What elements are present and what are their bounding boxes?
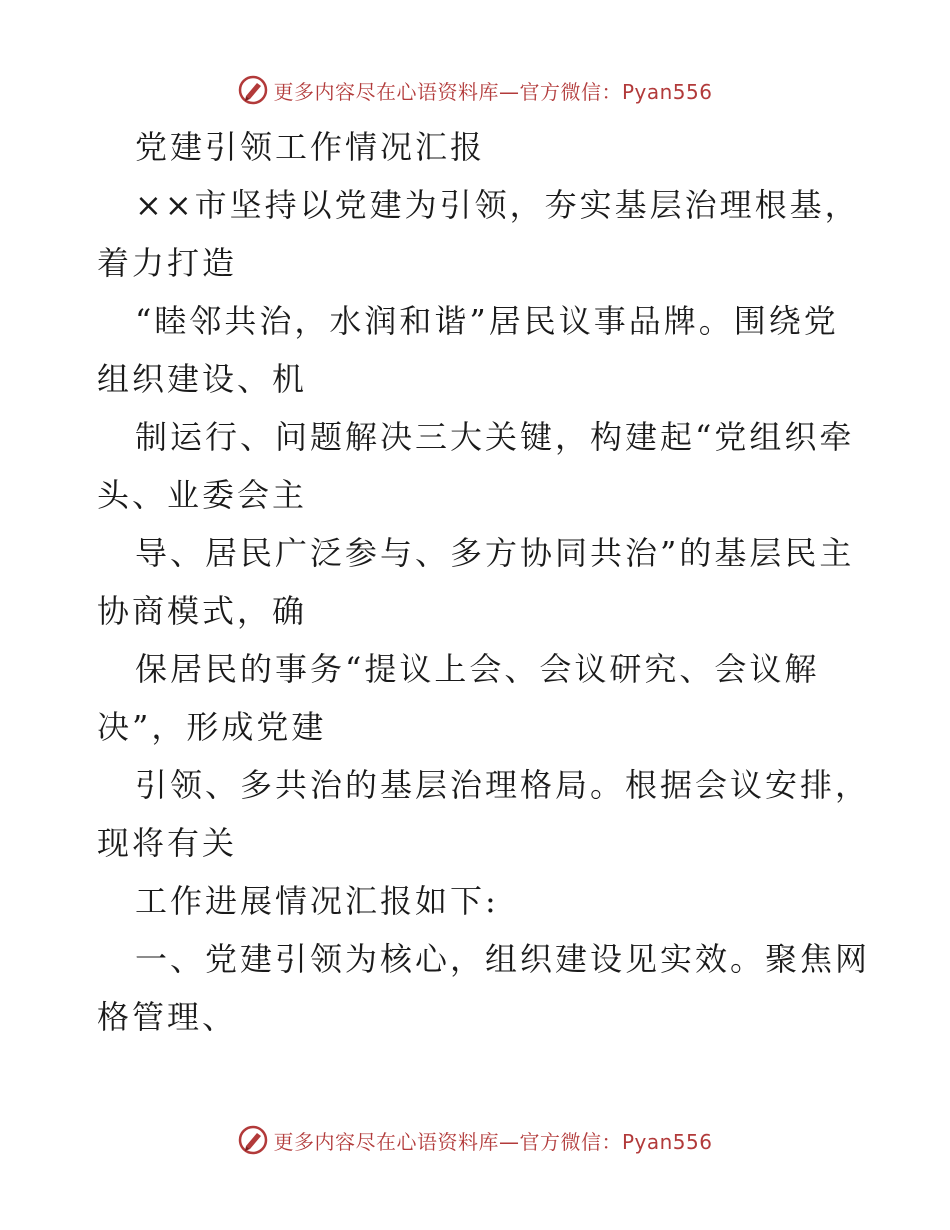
document-line: 格管理、 [97,998,238,1036]
document-line: 协商模式，确 [97,592,308,630]
document-line: 决”，形成党建 [97,708,327,746]
watermark-text: 更多内容尽在心语资料库—官方微信：Pyan556 [273,1129,713,1154]
pen-logo-icon [237,74,269,106]
watermark-text: 更多内容尽在心语资料库—官方微信：Pyan556 [273,79,713,104]
header-watermark [0,70,950,110]
document-line: 制运行、问题解决三大关键，构建起“党组织牵 [135,418,855,456]
document-line: 组织建设、机 [97,360,308,398]
document-line: 工作进展情况汇报如下: [135,882,499,920]
document-line: ××市坚持以党建为引领，夯实基层治理根基， [135,186,860,224]
footer-watermark [0,1120,950,1160]
document-line: 头、业委会主 [97,476,308,514]
document-line: “睦邻共治，水润和谐”居民议事品牌。围绕党 [135,302,839,340]
document-line: 保居民的事务“提议上会、会议研究、会议解 [135,650,820,688]
document-body [97,118,871,1046]
document-line: 一、党建引领为核心，组织建设见实效。聚焦网 [135,940,871,978]
pen-logo-icon [237,1124,269,1156]
document-line: 党建引领工作情况汇报 [135,128,486,166]
document-line: 着力打造 [97,244,238,282]
document-line: 导、居民广泛参与、多方协同共治”的基层民主 [135,534,855,572]
document-line: 现将有关 [97,824,238,862]
document-line: 引领、多共治的基层治理格局。根据会议安排， [135,766,871,804]
